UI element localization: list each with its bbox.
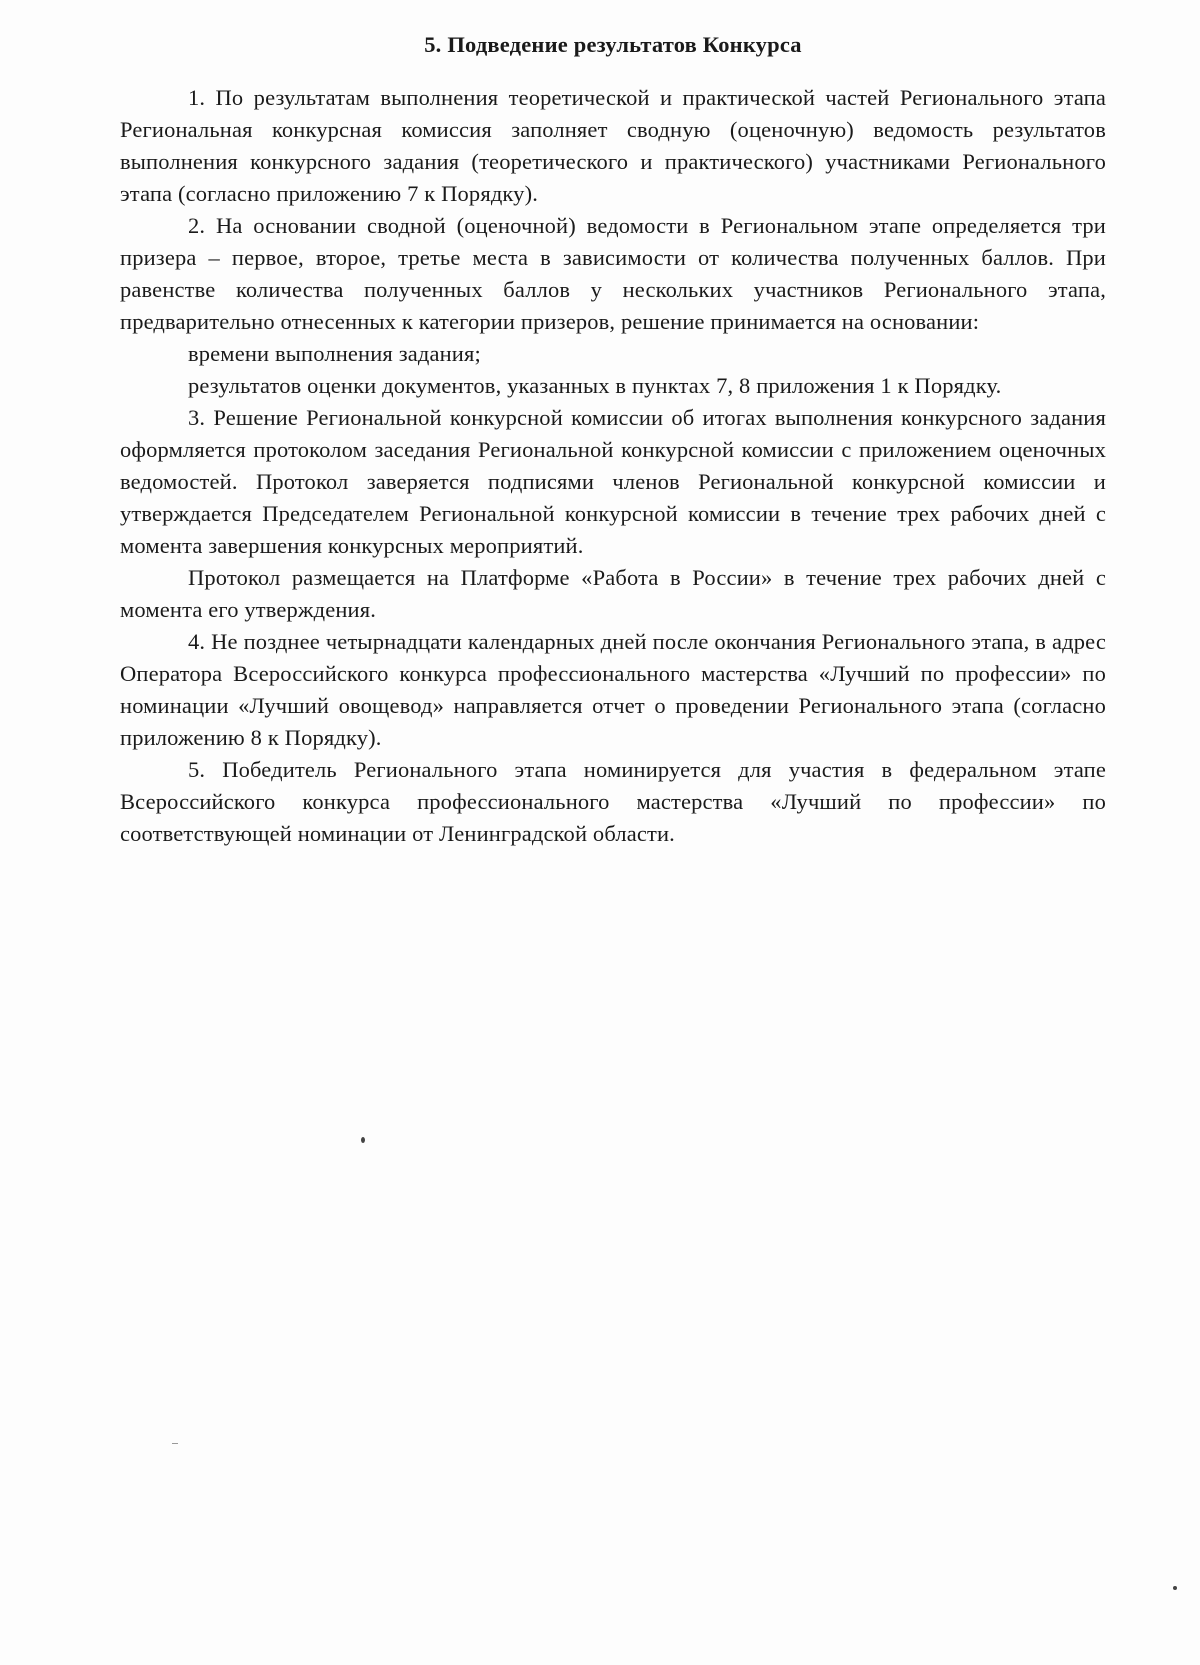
paragraph-5: 5. Победитель Регионального этапа номинируется для участия в федеральном этапе Всероссийского конкурса профессионального мастерства «Лучший по профессии» по соответствующей номинации от Ленинградской области. <box>120 757 1106 846</box>
scan-speck <box>172 1443 178 1444</box>
paragraph-1: 1. По результатам выполнения теоретической и практической частей Регионального этапа Региональная конкурсная комиссия заполняет сводную (оценочную) ведомость результатов выполнения конкурсного задания (теоретического и практического) участниками Регионального этапа (согласно приложению 7 к Порядку). <box>120 85 1106 206</box>
section-heading: 5. Подведение результатов Конкурса <box>424 32 802 57</box>
paragraph-2-criterion-1: времени выполнения задания; <box>188 341 481 366</box>
paragraph-2-criterion-2: результатов оценки документов, указанных в пунктах 7, 8 приложения 1 к Порядку. <box>188 373 1002 398</box>
paragraph-3-protocol: Протокол размещается на Платформе «Работа в России» в течение трех рабочих дней с момента его утверждения. <box>120 565 1106 622</box>
scan-speck <box>1173 1586 1177 1590</box>
paragraph-3: 3. Решение Региональной конкурсной комиссии об итогах выполнения конкурсного задания оформляется протоколом заседания Региональной конкурсной комиссии с приложением оценочных ведомостей. Протокол заверяется подписями членов Региональной конкурсной комиссии и утверждается Председателем Региональной конкурсной комиссии в течение трех рабочих дней с момента завершения конкурсных мероприятий. <box>120 405 1106 558</box>
paragraph-4: 4. Не позднее четырнадцати календарных дней после окончания Регионального этапа, в адрес Оператора Всероссийского конкурса профессионального мастерства «Лучший по профессии» по номинации «Лучший овощевод» направляется отчет о проведении Регионального этапа (согласно приложению 8 к Порядку). <box>120 629 1106 750</box>
scan-speck <box>361 1137 365 1143</box>
paragraph-2: 2. На основании сводной (оценочной) ведомости в Региональном этапе определяется три призера – первое, второе, третье места в зависимости от количества полученных баллов. При равенстве количества полученных баллов у нескольких участников Регионального этапа, предварительно отнесенных к категории призеров, решение принимается на основании: <box>120 213 1106 334</box>
document-body <box>120 30 1106 850</box>
